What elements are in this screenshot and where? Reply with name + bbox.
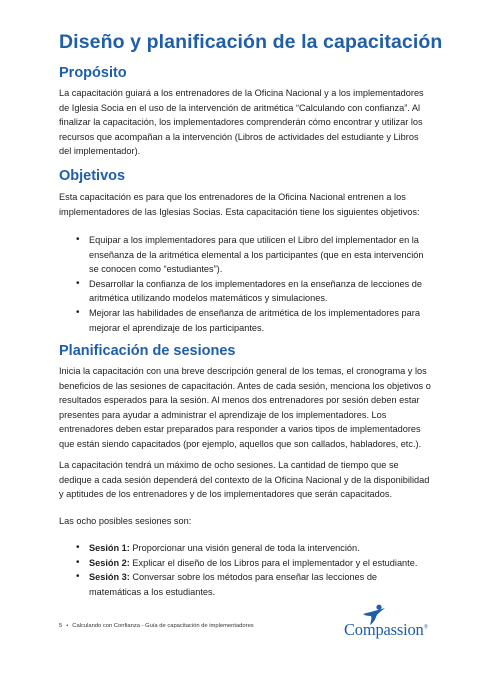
- session-label: Sesión 1:: [89, 543, 130, 553]
- list-item: [59, 306, 431, 335]
- section-heading-objetivos: Objetivos: [59, 168, 126, 184]
- planificacion-paragraph-2: La capacitación tendrá un máximo de ocho sesiones. La cantidad de tiempo que se dedique a cada sesión dependerá del contexto de la Oficina Nacional y de la disponibilidad y aptitudes de los entrenadores y de los implementadores que serán capacitados.: [59, 460, 430, 500]
- session-text: Conversar sobre los métodos para enseñar las lecciones de matemáticas a los estudiantes.: [89, 572, 378, 597]
- bullet-icon: •: [76, 571, 80, 583]
- page-footer: [59, 623, 254, 629]
- session-label: Sesión 3:: [89, 572, 130, 583]
- objetivos-intro-paragraph: Esta capacitación es para que los entrenadores de la Oficina Nacional entrenen a los implementadores de las Iglesias Socias. Esta capacitación tiene los siguientes objetivos:: [59, 192, 420, 217]
- planificacion-paragraph-3: Las ocho posibles sesiones son:: [59, 516, 192, 526]
- footer-separator: •: [66, 623, 69, 629]
- list-item: [59, 570, 431, 599]
- logo-wordmark: Compassion: [344, 620, 424, 639]
- list-item: [59, 277, 431, 306]
- page-number: 5: [59, 623, 63, 629]
- list-item: [59, 233, 431, 277]
- list-item: [59, 541, 431, 556]
- list-item: [59, 556, 431, 571]
- section-heading-planificacion: Planificación de sesiones: [59, 343, 236, 359]
- sessions-list: [59, 541, 431, 599]
- planificacion-paragraph-1: Inicia la capacitación con una breve descripción general de los temas, el cronograma y los beneficios de las sesiones de capacitación. Antes de cada sesión, menciona los objetivos o resultados esperados para la sesión. Al menos dos entrenadores por sesión deben estar presentes para ayudar a administrar el aprendizaje de los implementadores. Los entrenadores deben estar preparados para responder a varios tipos de implementadores que están siendo capacitados (por ejemplo, aquellos que son callados, habladores, etc.).: [59, 366, 431, 449]
- list-item-text: Equipar a los implementadores para que utilicen el Libro del implementador en la enseñanza de la aritmética elemental a los participantes (que en esta intervención se conocen como “estudiantes”).: [89, 235, 424, 275]
- bullet-icon: •: [76, 306, 80, 318]
- bullet-icon: •: [76, 542, 80, 553]
- session-text: Proporcionar una visión general de toda la intervención.: [129, 543, 360, 553]
- bullet-icon: •: [76, 556, 80, 568]
- bullet-icon: •: [76, 277, 80, 289]
- section-heading-proposito: Propósito: [59, 65, 127, 81]
- objetivos-list: [59, 233, 431, 335]
- list-item-text: Desarrollar la confianza de los implementadores en la enseñanza de lecciones de aritmética utilizando modelos matemáticos y simulaciones.: [89, 278, 422, 304]
- proposito-paragraph: La capacitación guiará a los entrenadores de la Oficina Nacional y a los implementadores de Iglesia Socia en el uso de la intervención de aritmética “Calculando con confianza”. Al finalizar la capacitación, los implementadores comprenderán cómo encontrar y utilizar los recursos que acompañan a la intervención (Libros de actividades del estudiante y Libros del implementador).: [59, 88, 424, 157]
- compassion-logo: [344, 620, 428, 640]
- bullet-icon: •: [76, 234, 80, 245]
- session-text: Explicar el diseño de los Libros para el implementador y el estudiante.: [129, 557, 418, 568]
- page-title: Diseño y planificación de la capacitación: [59, 31, 443, 53]
- session-label: Sesión 2:: [89, 557, 130, 568]
- trademark-symbol: ®: [423, 624, 428, 631]
- list-item-text: Mejorar las habilidades de enseñanza de aritmética de los implementadores para mejorar el aprendizaje de los participantes.: [89, 307, 420, 333]
- footer-text: Calculando con Confianza - Guía de capacitación de implementadores: [72, 623, 254, 629]
